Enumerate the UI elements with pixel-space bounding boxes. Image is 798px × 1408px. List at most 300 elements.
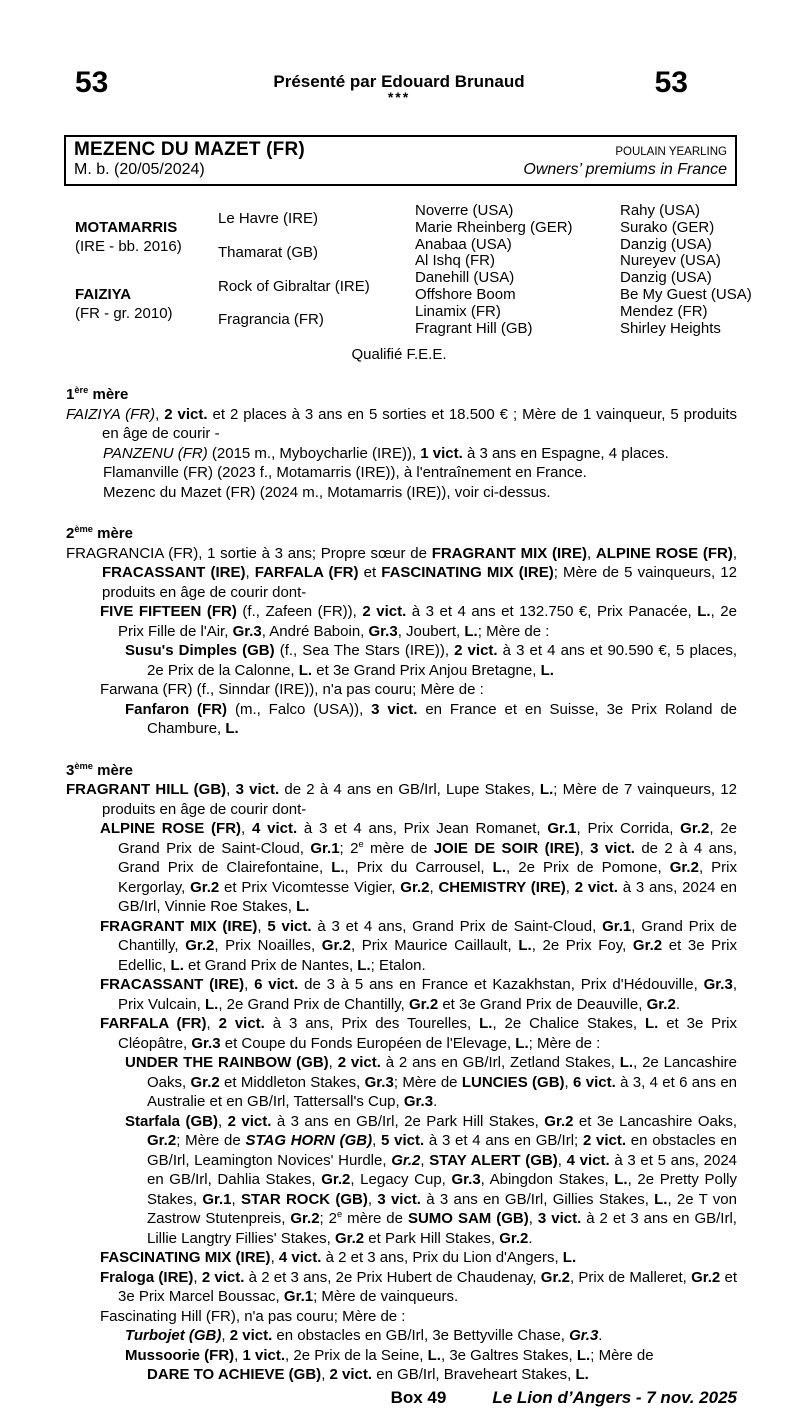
catalog-paragraph <box>125 1053 737 1112</box>
catalog-paragraph <box>100 1248 737 1268</box>
text-segment: , <box>565 878 575 896</box>
text-segment: L. <box>357 956 371 974</box>
text-segment: (f., Zafeen (FR)), <box>236 603 363 621</box>
text-segment: à 2 et 3 ans, Prix du Lion d'Angers, <box>321 1249 563 1267</box>
text-segment: 5 vict. <box>267 917 312 935</box>
text-segment: 2 vict. <box>582 1132 627 1150</box>
text-segment: 3 vict. <box>537 1210 582 1228</box>
pedigree-ancestor: Surako (GER) <box>620 218 715 236</box>
pedigree-grandparent: Fragrancia (FR) <box>218 311 324 329</box>
catalog-paragraph <box>103 463 737 483</box>
text-segment: , <box>429 878 439 896</box>
lot-number-left: 53 <box>75 66 109 99</box>
pedigree-ancestor: Danzig (USA) <box>620 269 712 287</box>
section-heading <box>66 761 737 781</box>
text-segment: , <box>206 1015 219 1033</box>
text-segment: Gr.3 <box>403 1093 434 1111</box>
text-segment: et Middleton Stakes, <box>219 1073 365 1091</box>
text-segment: 1 vict. <box>242 1346 286 1364</box>
text-segment: à 3 ans en GB/Irl, 2e Park Hill Stakes, <box>271 1112 545 1130</box>
text-segment: , 2e Prix de la Seine, <box>285 1346 428 1364</box>
text-segment: FASCINATING MIX (IRE) <box>381 564 554 582</box>
text-segment: . <box>598 1327 603 1345</box>
pedigree-ancestor: Fragrant Hill (GB) <box>415 319 533 337</box>
text-segment: FARFALA (FR) <box>100 1015 207 1033</box>
catalog-paragraph <box>125 641 737 680</box>
text-segment: , <box>155 405 165 423</box>
text-segment: , 2e Prix Fille de l'Air, <box>118 603 737 640</box>
section-heading <box>66 385 737 405</box>
catalog-paragraph <box>100 1268 737 1307</box>
text-segment: à 2 ans en GB/Irl, Zetland Stakes, <box>380 1054 620 1072</box>
text-segment: , André Baboin, <box>261 622 369 640</box>
text-segment: e <box>337 1209 343 1220</box>
text-segment: ; 2 <box>339 839 359 857</box>
text-segment: et 3e Grand Prix Anjou Bretagne, <box>312 661 541 679</box>
text-segment: de 3 à 5 ans en France et Kazakhstan, Prix d'Hédouville, <box>298 976 704 994</box>
text-segment: de 2 à 4 ans, Grand Prix de Clairefontaine, <box>118 839 737 877</box>
text-segment: L. <box>539 781 554 799</box>
page-footer <box>66 1387 737 1408</box>
text-segment: Farwana (FR) (f., Sinndar (IRE)), n'a pas couru; Mère de : <box>100 681 484 699</box>
text-segment: , <box>244 976 255 994</box>
text-segment: ; Etalon. <box>370 956 426 974</box>
text-segment: , 3e Galtres Stakes, <box>440 1346 577 1364</box>
text-segment: , <box>732 544 737 562</box>
text-segment: et 2 places à 3 ans en 5 sorties et 18.500 € ; Mère de 1 vainqueur, 5 produits en âge de courir - <box>102 405 737 443</box>
catalog-paragraph <box>125 1326 737 1346</box>
text-segment: , 2e Prix Foy, <box>531 937 633 955</box>
text-segment: Gr.2 <box>321 937 351 955</box>
catalog-paragraph <box>125 1346 737 1366</box>
text-segment: STAG HORN (GB) <box>245 1132 373 1150</box>
text-segment: en GB/Irl, Braveheart Stakes, <box>372 1366 576 1384</box>
text-segment: , <box>420 1151 430 1169</box>
text-segment: . <box>528 1229 533 1247</box>
catalog-paragraph <box>125 700 737 739</box>
text-segment: L. <box>697 603 711 621</box>
text-segment: L. <box>204 995 219 1013</box>
text-segment: , <box>231 1190 241 1208</box>
text-segment: mère <box>88 386 129 404</box>
text-segment: mère <box>92 761 133 779</box>
catalog-paragraph <box>100 680 737 700</box>
text-segment: , <box>586 544 596 562</box>
catalog-paragraph <box>100 1307 737 1327</box>
text-segment: , Prix du Carrousel, <box>344 859 493 877</box>
text-segment: DARE TO ACHIEVE (GB) <box>147 1366 322 1384</box>
catalog-paragraph <box>125 1112 737 1249</box>
text-segment: , <box>321 1366 330 1384</box>
text-segment: Gr.2 <box>540 1268 570 1286</box>
text-segment: 5 vict. <box>381 1132 425 1150</box>
text-segment: , <box>557 1151 567 1169</box>
text-segment: et Prix Vicomtesse Vigier, <box>219 878 401 896</box>
text-segment: L. <box>576 1346 591 1364</box>
text-segment: e <box>358 838 364 849</box>
catalog-paragraph <box>66 405 737 444</box>
text-segment: ; Mère de : <box>477 622 550 640</box>
text-segment: , 2e T von Zastrow Stutenpreis, <box>147 1190 737 1228</box>
text-segment: Gr.2 <box>691 1268 721 1286</box>
text-segment: L. <box>619 1054 634 1072</box>
text-segment: Gr.2 <box>680 820 710 838</box>
title-box-row-2 <box>74 161 727 179</box>
text-segment: et 3e Prix Marcel Boussac, <box>118 1268 738 1306</box>
pedigree-dam <box>75 270 218 337</box>
text-segment: Gr.2 <box>321 1171 351 1189</box>
text-segment: , <box>193 1268 202 1286</box>
text-segment: , <box>234 1346 243 1364</box>
text-segment: FRAGRANCIA (FR), 1 sortie à 3 ans; Propre sœur de <box>66 544 432 562</box>
text-segment: 3 vict. <box>590 839 635 857</box>
text-segment: , <box>226 781 236 799</box>
text-segment: mère de <box>342 1210 408 1228</box>
text-segment: Gr.3 <box>364 1073 394 1091</box>
box-number: Box 49 <box>390 1387 447 1407</box>
title-box-row-1 <box>74 139 727 161</box>
text-segment: à 3 et 4 ans, Grand Prix de Saint-Cloud, <box>311 917 603 935</box>
text-segment: à 3, 4 et 6 ans en Australie et en GB/Irl, Tattersall's Cup, <box>147 1073 738 1111</box>
text-segment: , <box>564 1073 574 1091</box>
text-segment: Gr.3 <box>368 622 398 640</box>
text-segment: 2 vict. <box>337 1054 381 1072</box>
pedigree-sections <box>66 385 737 1385</box>
text-segment: FRAGRANT MIX (IRE) <box>100 917 258 935</box>
text-segment: , Prix Noailles, <box>214 937 322 955</box>
text-segment: (f., Sea The Stars (IRE)), <box>274 642 455 660</box>
text-segment: 1 <box>66 386 75 404</box>
text-segment: 2 vict. <box>164 405 208 423</box>
sire-detail: (IRE - bb. 2016) <box>75 237 182 255</box>
text-segment: ème <box>74 524 93 535</box>
text-segment: , Grand Prix de Chantilly, <box>118 917 737 955</box>
text-segment: FAIZIYA (FR) <box>66 405 156 423</box>
text-segment: à 2 et 3 ans, 2e Prix Hubert de Chaudenay, <box>244 1268 541 1286</box>
text-segment: 4 vict. <box>566 1151 610 1169</box>
text-segment: et 3e Prix Cléopâtre, <box>118 1015 738 1052</box>
text-segment: 2 vict. <box>218 1015 265 1033</box>
pedigree-ancestor: Marie Rheinberg (GER) <box>415 218 573 236</box>
text-segment: 1 vict. <box>420 444 463 462</box>
text-segment: Flamanville (FR) (2023 f., Motamarris (IRE)), à l'entraînement en France. <box>103 464 587 482</box>
text-segment: et Grand Prix de Nantes, <box>183 956 358 974</box>
text-segment: Gr.1 <box>202 1190 232 1208</box>
text-segment: L. <box>515 1034 529 1052</box>
text-segment: UNDER THE RAINBOW (GB) <box>125 1054 329 1072</box>
text-segment: à 3 et 5 ans, 2024 en GB/Irl, Dahlia Stakes, <box>147 1151 738 1189</box>
text-segment: PANZENU (FR) <box>103 444 208 462</box>
text-segment: à 3 et 4 ans en GB/Irl; <box>424 1132 583 1150</box>
text-segment: , <box>217 1112 228 1130</box>
pedigree-grandparent: Thamarat (GB) <box>218 243 319 261</box>
text-segment: L. <box>614 1171 628 1189</box>
text-segment: JOIE DE SOIR (IRE) <box>433 839 580 857</box>
text-segment: à 3 ans en GB/Irl, Gillies Stakes, <box>420 1190 655 1208</box>
text-segment: Gr.1 <box>310 839 340 857</box>
owners-premiums-note: Owners’ premiums in France <box>523 161 727 178</box>
catalog-paragraph <box>66 780 737 819</box>
text-segment: en obstacles en GB/Irl, 3e Bettyville Chase, <box>272 1327 570 1345</box>
text-segment: à 3 et 4 ans, Prix Jean Romanet, <box>297 820 548 838</box>
pedigree-ancestor: Linamix (FR) <box>415 302 501 320</box>
presenter-line: Présenté par Edouard Brunaud <box>273 72 525 91</box>
text-segment: mère de <box>363 839 434 857</box>
text-segment: LUNCIES (GB) <box>461 1073 565 1091</box>
text-segment: , 2e Pretty Polly Stakes, <box>147 1171 737 1208</box>
text-segment: , Prix Kergorlay, <box>118 859 738 896</box>
text-segment: et Park Hill Stakes, <box>364 1229 500 1247</box>
catalog-paragraph <box>103 483 737 503</box>
text-segment: L. <box>298 661 313 679</box>
pedigree-ancestor: Shirley Heights <box>620 319 721 337</box>
pedigree-ancestor: Nureyev (USA) <box>620 252 721 270</box>
text-segment: 6 vict. <box>573 1073 616 1091</box>
text-segment: , <box>270 1249 279 1267</box>
horse-title-box <box>64 135 737 186</box>
dam-detail: (FR - gr. 2010) <box>75 304 173 322</box>
text-segment: 2 vict. <box>201 1268 245 1286</box>
text-segment: L. <box>492 859 507 877</box>
text-segment: , Prix de Malleret, <box>569 1268 692 1286</box>
text-segment: , <box>241 820 252 838</box>
text-segment: . <box>675 995 680 1013</box>
text-segment: à 3 ans en Espagne, 4 places. <box>462 444 669 462</box>
text-segment: Gr.2 <box>391 1151 421 1169</box>
text-segment: (m., Falco (USA)), <box>227 700 372 718</box>
text-segment: 3 <box>66 761 75 779</box>
text-segment: 2 vict. <box>454 642 498 660</box>
text-segment: , <box>528 1210 538 1228</box>
text-segment: et 3e Lancashire Oaks, <box>573 1112 737 1130</box>
pedigree-ancestor: Danehill (USA) <box>415 269 515 287</box>
text-segment: L. <box>427 1346 441 1364</box>
pedigree-sire <box>75 203 218 270</box>
catalog-paragraph <box>100 602 737 641</box>
text-segment: Gr.3 <box>191 1034 221 1052</box>
pedigree-grandparent: Rock of Gibraltar (IRE) <box>218 277 370 295</box>
text-segment: à 2 et 3 ans en GB/Irl, Lillie Langtry Fillies' Stakes, <box>147 1210 737 1247</box>
text-segment: Gr.2 <box>544 1112 574 1130</box>
text-segment: 2 vict. <box>362 603 407 621</box>
text-segment: , 2e Grand Prix de Saint-Cloud, <box>118 820 737 857</box>
text-segment: (2015 m., Myboycharlie (IRE)), <box>207 444 421 462</box>
text-segment: , Prix Vulcain, <box>118 976 737 1013</box>
text-segment: Gr.2 <box>190 878 220 896</box>
text-segment: , Abingdon Stakes, <box>480 1171 615 1189</box>
text-segment: L. <box>644 1015 659 1033</box>
text-segment: , 2e Prix de Pomone, <box>506 859 670 877</box>
text-segment: Mezenc du Mazet (FR) (2024 m., Motamarris (IRE)), voir ci-dessus. <box>103 483 551 501</box>
text-segment: Gr.3 <box>232 622 262 640</box>
text-segment: L. <box>296 898 310 916</box>
text-segment: STAR ROCK (GB) <box>240 1190 368 1208</box>
text-segment: Gr.2 <box>669 859 699 877</box>
text-segment: FIVE FIFTEEN (FR) <box>100 603 237 621</box>
pedigree-grandparent: Le Havre (IRE) <box>218 210 319 228</box>
text-segment: L. <box>575 1366 589 1384</box>
text-segment: FRACASSANT (IRE) <box>102 564 246 582</box>
catalog-paragraph <box>100 1014 737 1053</box>
text-segment: ème <box>74 760 93 771</box>
pedigree-table <box>75 203 758 337</box>
text-segment: , <box>579 839 591 857</box>
text-segment: 3 vict. <box>371 700 418 718</box>
pedigree-ancestor: Danzig (USA) <box>620 235 712 253</box>
text-segment: ; Mère de vainqueurs. <box>313 1288 459 1306</box>
section-heading <box>66 524 737 544</box>
text-segment: STAY ALERT (GB) <box>429 1151 558 1169</box>
text-segment: FARFALA (FR) <box>254 564 359 582</box>
text-segment: , <box>221 1327 230 1345</box>
text-segment: L. <box>225 720 239 738</box>
text-segment: Gr.3 <box>451 1171 481 1189</box>
catalog-paragraph <box>100 819 737 917</box>
text-segment: , <box>328 1054 338 1072</box>
text-segment: ; Mère de <box>393 1073 462 1091</box>
text-segment: , Legacy Cup, <box>350 1171 452 1189</box>
catalog-paragraph <box>66 544 737 603</box>
pedigree-ancestor: Be My Guest (USA) <box>620 285 752 303</box>
text-segment: 2 vict. <box>574 878 618 896</box>
text-segment: L. <box>540 661 554 679</box>
pedigree-ancestor: Anabaa (USA) <box>415 235 512 253</box>
text-segment: et <box>358 564 382 582</box>
text-segment: Gr.1 <box>547 820 577 838</box>
text-segment: ; Mère de 7 vainqueurs, 12 produits en âge de courir dont- <box>102 781 737 818</box>
text-segment: , <box>257 917 268 935</box>
text-segment: Fraloga (IRE) <box>100 1268 194 1286</box>
text-segment: 2 vict. <box>227 1112 272 1130</box>
text-segment: L. <box>562 1249 577 1267</box>
text-segment: et 3e Prix Edellic, <box>118 937 738 974</box>
text-segment: ALPINE ROSE (FR) <box>595 544 733 562</box>
text-segment: Turbojet (GB) <box>125 1327 222 1345</box>
text-segment: Fanfaron (FR) <box>125 700 228 718</box>
text-segment: Mussoorie (FR) <box>125 1346 235 1364</box>
text-segment: en France et en Suisse, 3e Prix Roland de Chambure, <box>147 700 738 738</box>
text-segment: 2 vict. <box>329 1366 373 1384</box>
text-segment: 2 <box>66 525 75 543</box>
text-segment: L. <box>654 1190 668 1208</box>
text-segment: , Prix Maurice Caillault, <box>350 937 519 955</box>
pedigree-ancestor: Al Ishq (FR) <box>415 252 496 270</box>
text-segment: SUMO SAM (GB) <box>407 1210 529 1228</box>
text-segment: Gr.2 <box>499 1229 529 1247</box>
catalog-paragraph <box>100 975 737 1014</box>
text-segment: L. <box>331 859 345 877</box>
text-segment: Gr.2 <box>190 1073 220 1091</box>
text-segment: Gr.2 <box>334 1229 365 1247</box>
text-segment: 4 vict. <box>251 820 298 838</box>
catalog-paragraph <box>100 917 737 976</box>
qualification-note: Qualifié F.E.E. <box>351 346 447 364</box>
text-segment: FRAGRANT HILL (GB) <box>66 781 227 799</box>
text-segment: FRACASSANT (IRE) <box>100 976 245 994</box>
text-segment: 4 vict. <box>278 1249 322 1267</box>
text-segment: Gr.2 <box>185 937 215 955</box>
text-segment: L. <box>464 622 478 640</box>
text-segment: FASCINATING MIX (IRE) <box>100 1249 271 1267</box>
text-segment: ère <box>74 385 89 396</box>
text-segment: à 3 et 4 ans et 90.590 €, 5 places, 2e Prix de la Calonne, <box>147 642 738 679</box>
text-segment: 6 vict. <box>254 976 299 994</box>
text-segment: Gr.2 <box>147 1132 177 1150</box>
text-segment: Gr.3 <box>569 1327 599 1345</box>
text-segment: Gr.1 <box>283 1288 314 1306</box>
separator-stars: *** <box>387 89 411 105</box>
text-segment: 3 vict. <box>377 1190 421 1208</box>
lot-number-right: 53 <box>654 66 688 99</box>
text-segment: ; Mère de <box>176 1132 246 1150</box>
sale-venue-date: Le Lion d’Angers - 7 nov. 2025 <box>492 1387 737 1407</box>
text-segment: et Coupe du Fonds Européen de l'Elevage, <box>220 1034 516 1052</box>
text-segment: de 2 à 4 ans en GB/Irl, Lupe Stakes, <box>279 781 540 799</box>
text-segment: ; Mère de : <box>528 1034 601 1052</box>
text-segment: L. <box>479 1015 493 1033</box>
text-segment: ; Mère de 5 vainqueurs, 12 produits en âge de courir dont- <box>102 564 737 601</box>
text-segment: 3 vict. <box>235 781 280 799</box>
text-segment: en obstacles en GB/Irl, Leamington Novices' Hurdle, <box>147 1132 738 1169</box>
text-segment: L. <box>518 937 532 955</box>
text-segment: , 2e Chalice Stakes, <box>492 1015 645 1033</box>
text-segment: , <box>367 1190 378 1208</box>
text-segment: Gr.3 <box>703 976 733 994</box>
pedigree-ancestor: Noverre (USA) <box>415 202 514 219</box>
text-segment: CHEMISTRY (IRE) <box>438 878 566 896</box>
text-segment: , <box>245 564 255 582</box>
text-segment: et 3e Grand Prix de Deauville, <box>438 995 647 1013</box>
text-segment: ; 2 <box>319 1210 338 1228</box>
text-segment: à 3 ans, Prix des Tourelles, <box>264 1015 480 1033</box>
text-segment: mère <box>92 525 133 543</box>
text-segment: , 2e Lancashire Oaks, <box>147 1054 737 1091</box>
text-segment: Gr.2 <box>632 937 663 955</box>
pedigree-ancestor: Rahy (USA) <box>620 202 701 219</box>
pedigree-ancestor: Mendez (FR) <box>620 302 708 320</box>
text-segment: L. <box>170 956 184 974</box>
text-segment: Susu's Dimples (GB) <box>125 642 275 660</box>
text-segment: , Joubert, <box>397 622 465 640</box>
text-segment: Gr.2 <box>646 995 676 1013</box>
text-segment: . <box>433 1093 438 1111</box>
text-segment: Gr.2 <box>400 878 430 896</box>
text-segment: Gr.2 <box>408 995 439 1013</box>
text-segment: , <box>372 1132 382 1150</box>
text-segment: ; Mère de <box>590 1346 654 1364</box>
horse-category: POULAIN YEARLING <box>615 146 727 158</box>
text-segment: 2 vict. <box>229 1327 273 1345</box>
text-segment: ALPINE ROSE (FR) <box>100 820 242 838</box>
text-segment: , 2e Grand Prix de Chantilly, <box>218 995 409 1013</box>
pedigree-ancestor: Offshore Boom <box>415 285 516 303</box>
text-segment: à 3 et 4 ans et 132.750 €, Prix Panacée, <box>406 603 698 621</box>
text-segment: FRAGRANT MIX (IRE) <box>431 544 587 562</box>
text-segment: Fascinating Hill (FR), n'a pas couru; Mère de : <box>100 1307 406 1325</box>
catalog-paragraph <box>147 1365 737 1385</box>
horse-name: MEZENC DU MAZET (FR) <box>74 139 305 160</box>
text-segment: à 3 ans, 2024 en GB/Irl, Vinnie Roe Stakes, <box>118 878 737 916</box>
horse-description: M. b. (20/05/2024) <box>74 161 205 178</box>
page-header <box>0 0 798 120</box>
text-segment: , Prix Corrida, <box>576 820 681 838</box>
catalog-paragraph <box>103 444 737 464</box>
dam-name: FAIZIYA <box>75 285 132 303</box>
sire-name: MOTAMARRIS <box>75 218 178 236</box>
text-segment: Gr.1 <box>602 917 632 935</box>
text-segment: Gr.2 <box>290 1210 320 1228</box>
text-segment: Starfala (GB) <box>125 1112 218 1130</box>
